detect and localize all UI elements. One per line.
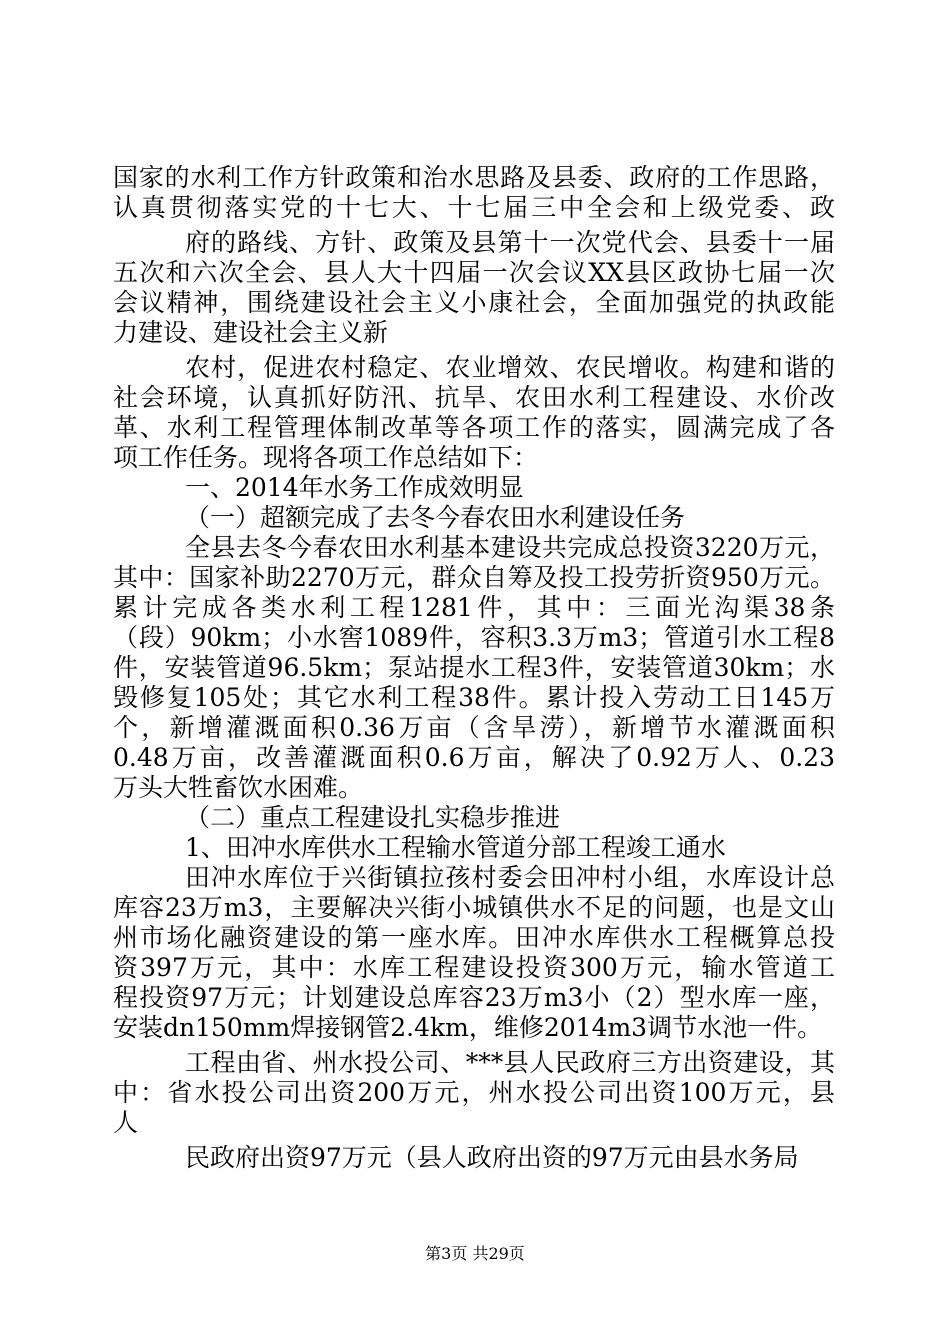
text-line: 农村，促进农村稳定、农业增效、农民增收。构建和谐的 bbox=[185, 353, 835, 382]
text-line: 0.48万亩，改善灌溉面积0.6万亩，解决了0.92万人、0.23 bbox=[113, 743, 835, 772]
text-line: 革、水利工程管理体制改革等各项工作的落实，圆满完成了各 bbox=[113, 413, 835, 442]
text-line: 毁修复105处；其它水利工程38件。累计投入劳动工日145万 bbox=[113, 683, 835, 712]
text-line: 国家的水利工作方针政策和治水思路及县委、政府的工作思路， bbox=[113, 163, 835, 192]
subsection-heading: （一）超额完成了去冬今春农田水利建设任务 bbox=[185, 503, 686, 532]
document-body bbox=[113, 163, 835, 1173]
text-line: 田冲水库位于兴街镇拉孩村委会田冲村小组，水库设计总 bbox=[185, 863, 835, 892]
text-line: 民政府出资97万元（县人政府出资的97万元由县水务局 bbox=[185, 1143, 799, 1172]
text-line: 力建设、建设社会主义新 bbox=[113, 318, 389, 347]
text-line: 程投资97万元；计划建设总库容23万m3小（2）型水库一座， bbox=[113, 983, 835, 1012]
text-line: 件，安装管道96.5km；泵站提水工程3件，安装管道30km；水 bbox=[113, 653, 835, 682]
text-line: 资397万元，其中：水库工程建设投资300万元，输水管道工 bbox=[113, 953, 835, 982]
item-heading: 1、田冲水库供水工程输水管道分部工程竣工通水 bbox=[185, 833, 726, 862]
text-line: 会议精神，围绕建设社会主义小康社会，全面加强党的执政能 bbox=[113, 288, 835, 317]
text-line: 五次和六次全会、县人大十四届一次会议XX县区政协七届一次 bbox=[113, 258, 835, 287]
text-line: （段）90km；小水窖1089件，容积3.3万m3；管道引水工程8 bbox=[113, 623, 835, 652]
text-line: 府的路线、方针、政策及县第十一次党代会、县委十一届 bbox=[185, 228, 835, 257]
text-line: 全县去冬今春农田水利基本建设共完成总投资3220万元， bbox=[185, 533, 835, 562]
text-line: 累计完成各类水利工程1281件，其中：三面光沟渠38条 bbox=[113, 593, 835, 622]
page-number-footer: 第3页 共29页 bbox=[425, 1244, 525, 1263]
text-line: 万头大牲畜饮水困难。 bbox=[113, 773, 364, 802]
text-line: 安装dn150mm焊接钢管2.4km，维修2014m3调节水池一件。 bbox=[113, 1013, 823, 1042]
text-line: 社会环境，认真抓好防汛、抗旱、农田水利工程建设、水价改 bbox=[113, 383, 835, 412]
subsection-heading: （二）重点工程建设扎实稳步推进 bbox=[185, 803, 561, 832]
text-line: 中：省水投公司出资200万元，州水投公司出资100万元，县 bbox=[113, 1078, 835, 1107]
text-line: 州市场化融资建设的第一座水库。田冲水库供水工程概算总投 bbox=[113, 923, 835, 952]
text-line: 库容23万m3，主要解决兴街小城镇供水不足的问题，也是文山 bbox=[113, 893, 835, 922]
text-line: 人 bbox=[113, 1108, 139, 1137]
text-line: 其中：国家补助2270万元，群众自筹及投工投劳折资950万元。 bbox=[113, 563, 835, 592]
text-line: 工程由省、州水投公司、***县人民政府三方出资建设，其 bbox=[185, 1048, 835, 1077]
text-line: 个，新增灌溉面积0.36万亩（含旱涝），新增节水灌溉面积 bbox=[113, 713, 835, 742]
text-line: 认真贯彻落实党的十七大、十七届三中全会和上级党委、政 bbox=[113, 193, 835, 222]
text-line: 项工作任务。现将各项工作总结如下： bbox=[113, 443, 539, 472]
section-heading: 一、2014年水务工作成效明显 bbox=[185, 473, 524, 502]
